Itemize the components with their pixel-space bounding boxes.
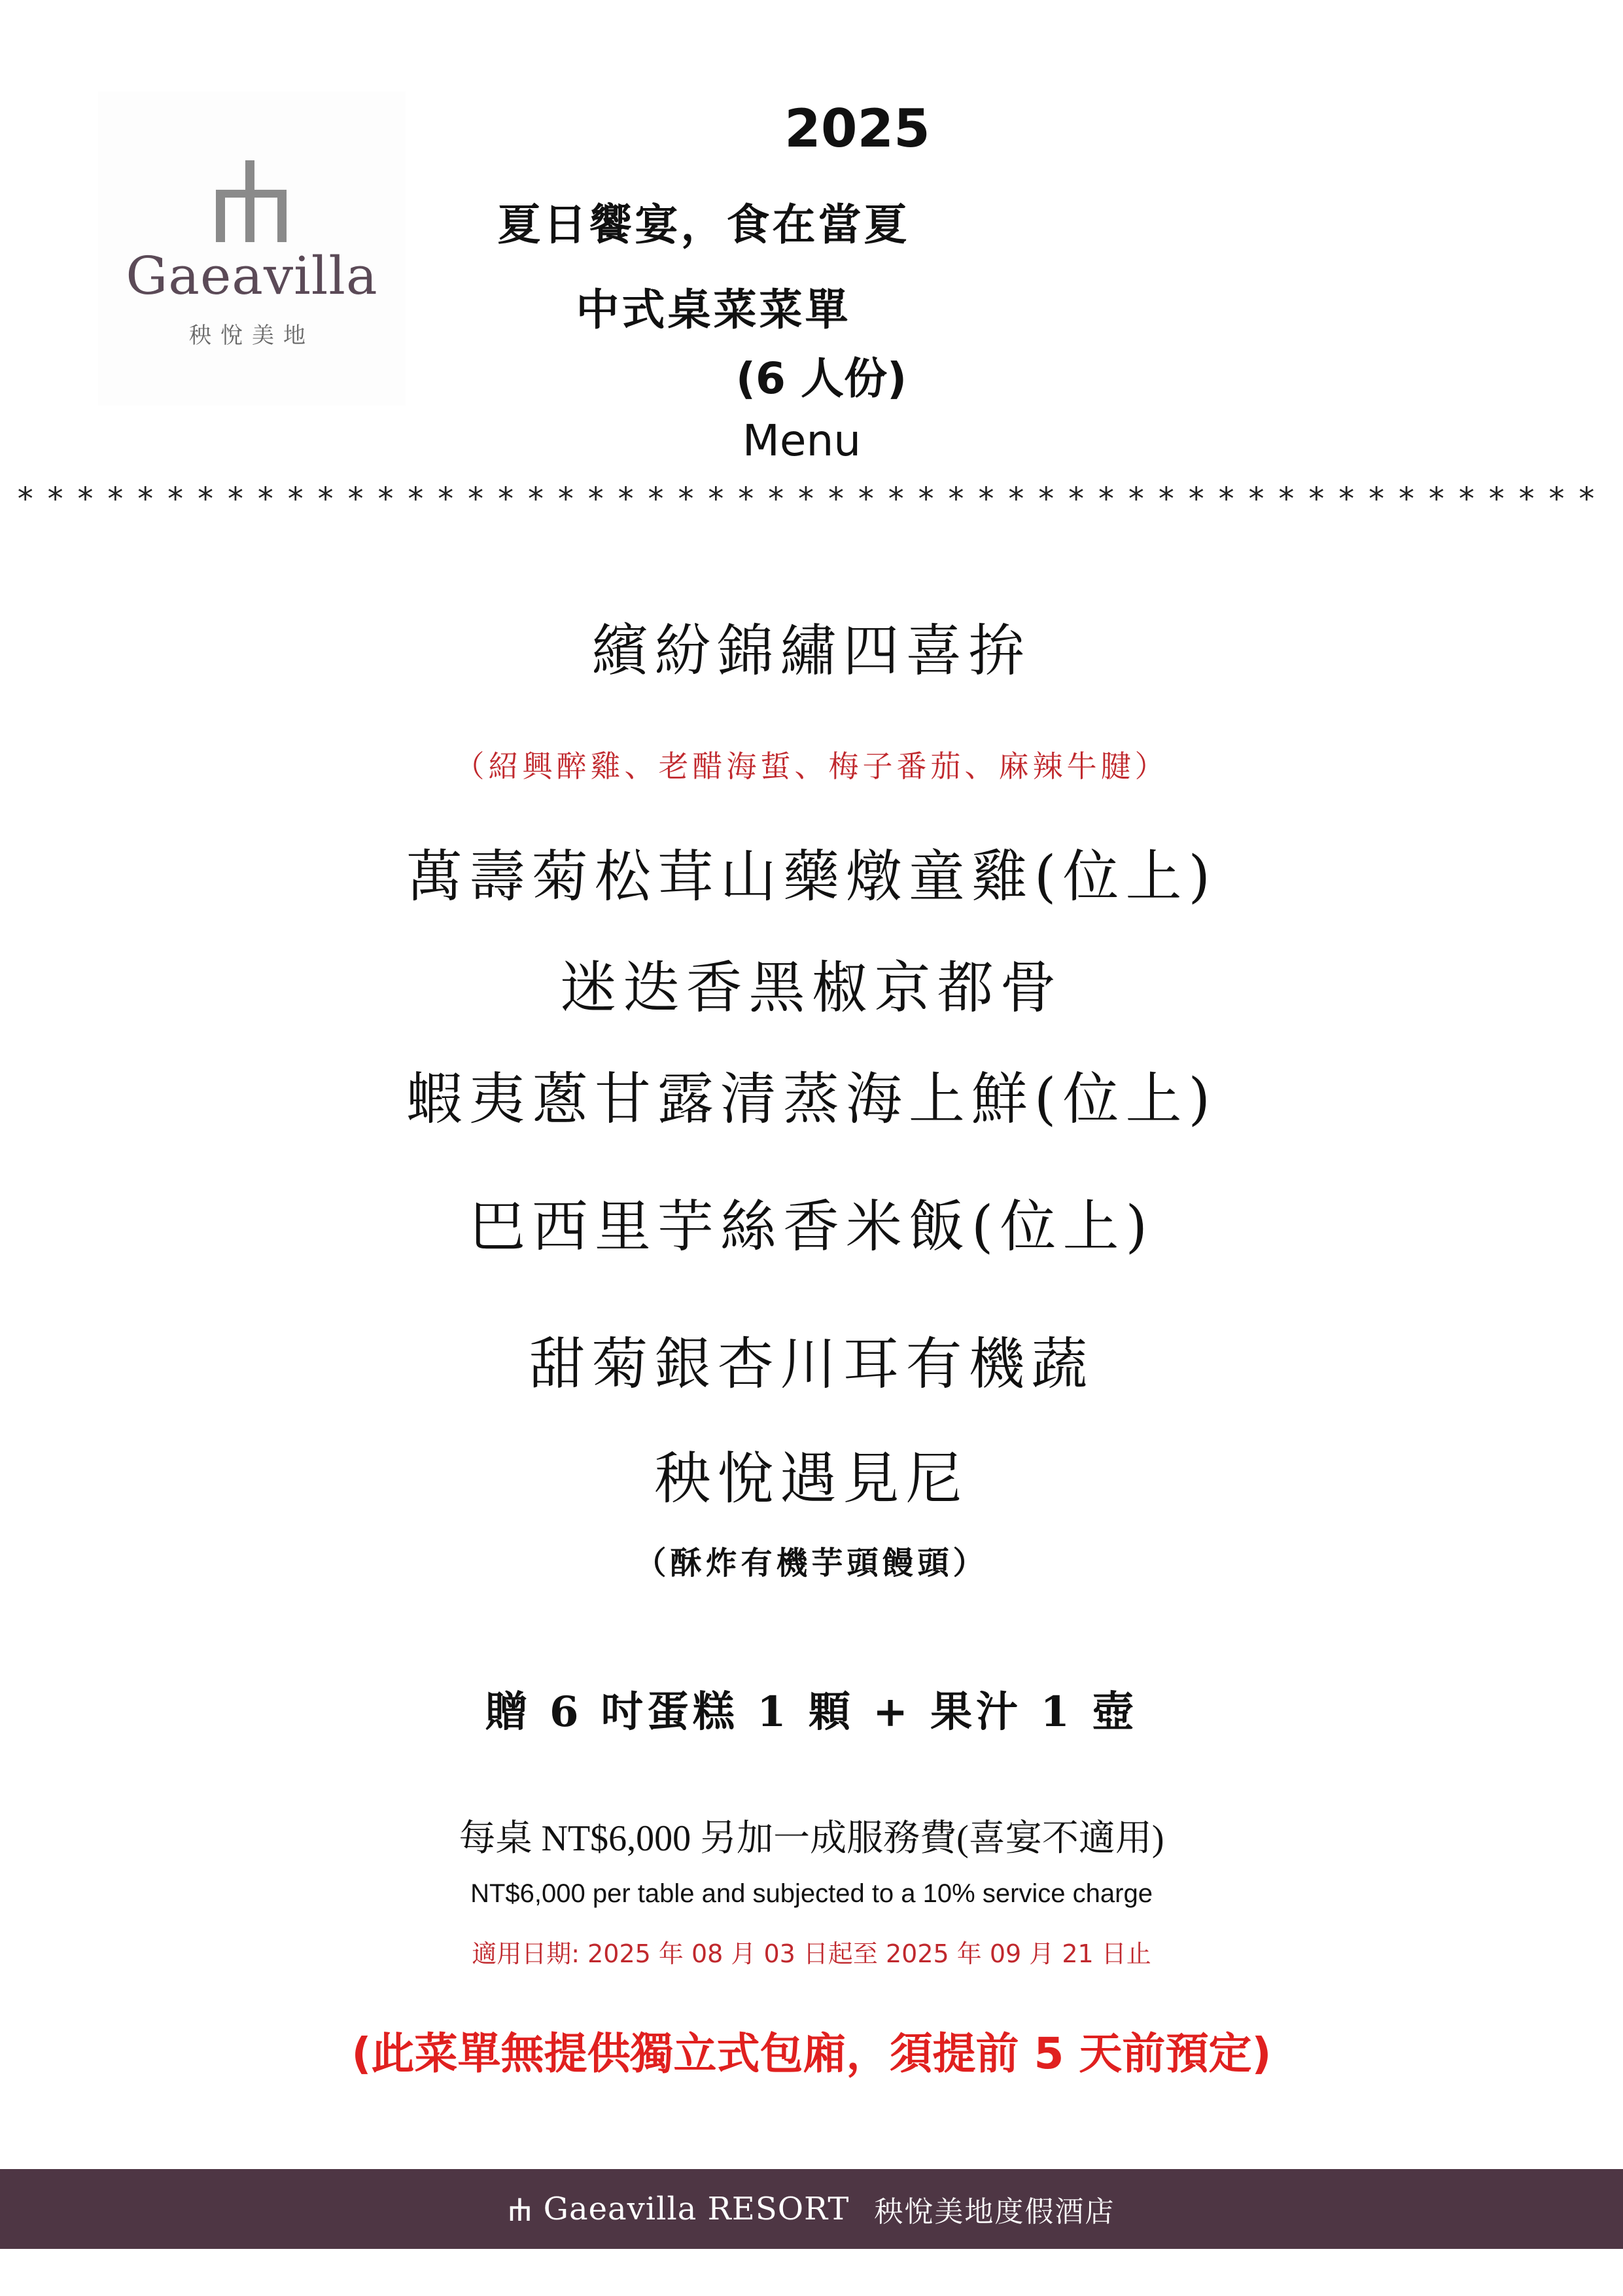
- dish-7: 秧悅遇見尼: [654, 1446, 969, 1511]
- dish-1: 繽紛錦繡四喜拚: [591, 618, 1032, 684]
- logo-wordmark: Gaeavilla: [126, 245, 378, 306]
- footer-logo-icon: [508, 2195, 532, 2223]
- footer-bar: [0, 2169, 1623, 2249]
- menu-subtitle: 中式桌菜菜單: [576, 285, 851, 335]
- dish-3: 迷迭香黑椒京都骨: [560, 955, 1063, 1021]
- star-divider: *****************************************************: [16, 481, 1607, 518]
- dish-6: 甜菊銀杏川耳有機蔬: [529, 1332, 1094, 1397]
- dish-5: 巴西里芋絲香米飯(位上): [468, 1194, 1155, 1260]
- menu-title: 夏日饗宴，食在當夏: [497, 200, 910, 250]
- dish-7-detail: （酥炸有機芋頭饅頭）: [635, 1545, 988, 1581]
- menu-label: Menu: [742, 415, 862, 466]
- dish-1-detail: （紹興醉雞、老醋海蜇、梅子番茄、麻辣牛腱）: [454, 749, 1169, 784]
- booking-notice: (此菜單無提供獨立式包廂，須提前 5 天前預定): [351, 2028, 1272, 2079]
- valid-dates: 適用日期: 2025 年 08 月 03 日起至 2025 年 09 月 21 日止: [472, 1939, 1151, 1968]
- dish-2: 萬壽菊松茸山藥燉童雞(位上): [406, 844, 1217, 910]
- gift-offer: 贈 6 吋蛋糕 1 顆 + 果汁 1 壺: [485, 1687, 1138, 1737]
- price-english: NT$6,000 per table and subjected to a 10% service charge: [470, 1879, 1153, 1908]
- serving-size: (6 人份): [735, 353, 907, 404]
- dish-4: 蝦夷蔥甘露清蒸海上鮮(位上): [406, 1067, 1217, 1132]
- logo-subtitle: 秧悅美地: [189, 323, 315, 349]
- footer-hotel-name: 秧悅美地度假酒店: [874, 2195, 1115, 2229]
- menu-year: 2025: [784, 98, 930, 159]
- price-chinese: 每桌 NT$6,000 另加一成服務費(喜宴不適用): [459, 1818, 1164, 1859]
- footer-brand: Gaeavilla RESORT: [543, 2191, 850, 2227]
